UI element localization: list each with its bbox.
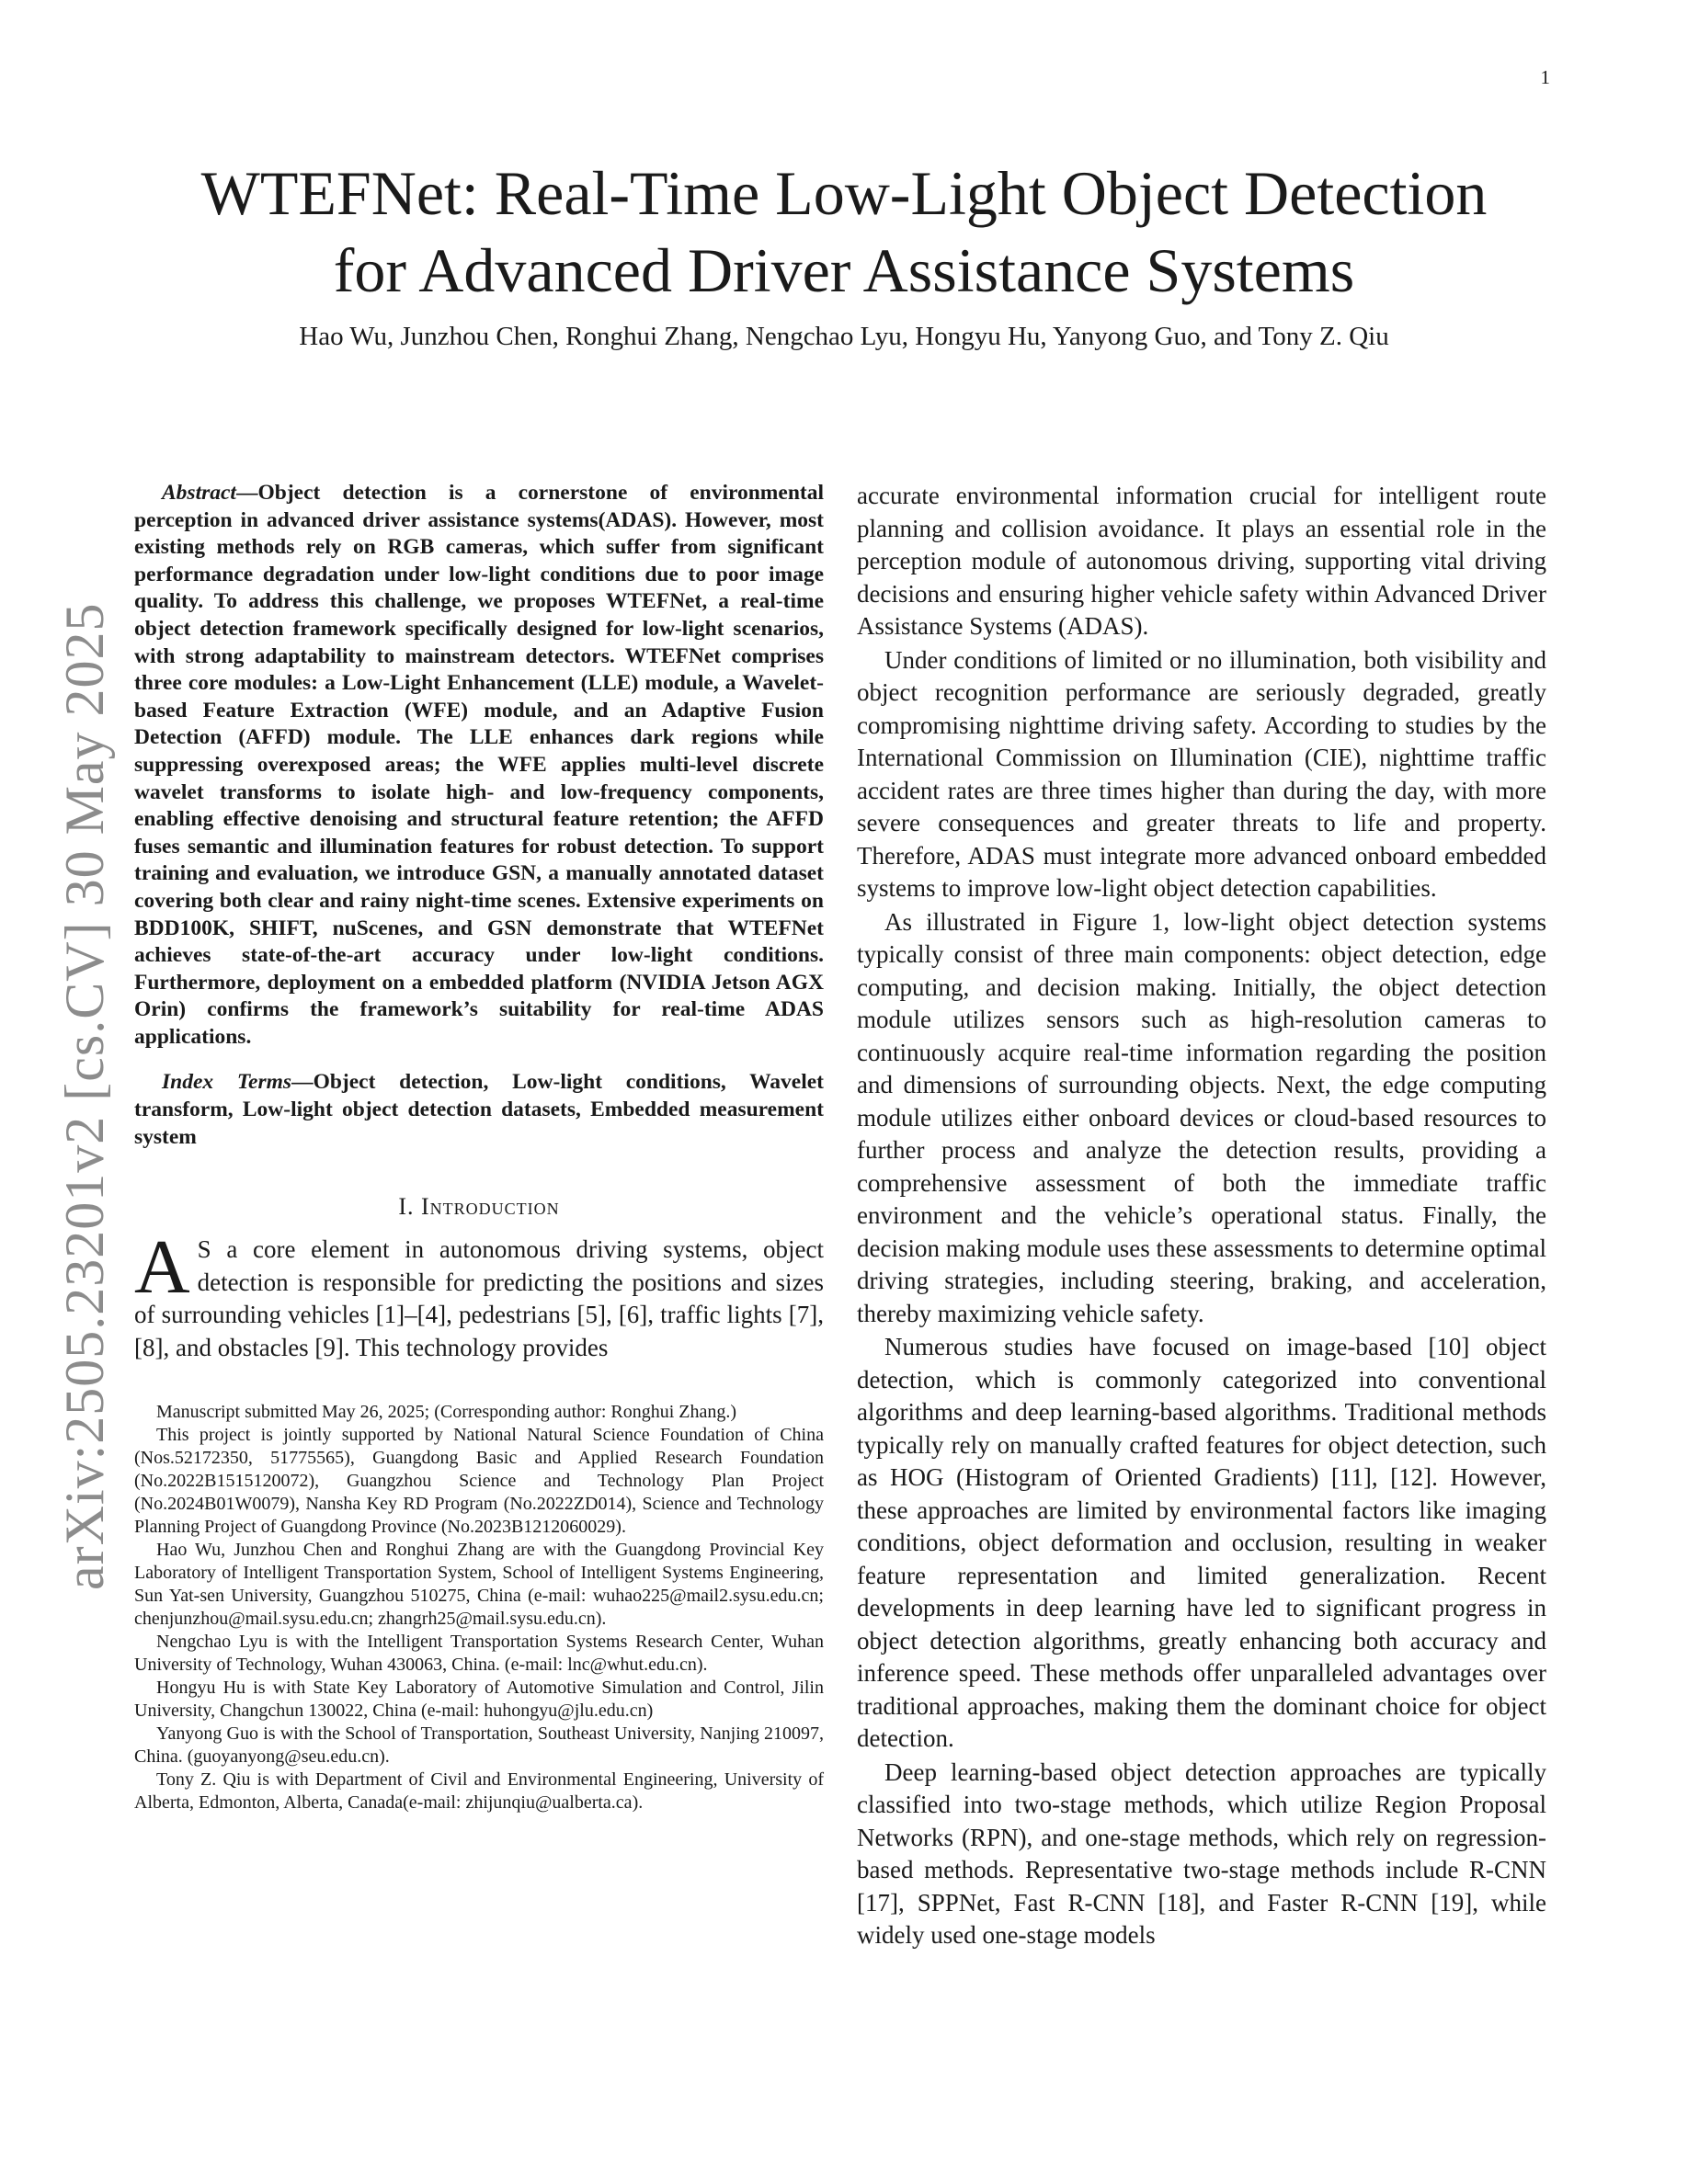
drop-cap: A [134, 1224, 190, 1311]
body-paragraph: Deep learning-based object detection approaches are typically classified into two-stage methods, which utilize Region Proposal Networks (RPN), and one-stage methods, which rely on regression-based methods. Representative two-stage methods include R-CNN [17], SPPNet, Fast R-CNN [18], and Faster R-CNN [19], while widely used one-stage models [857, 1757, 1546, 1949]
arxiv-identifier: arXiv:2505.23201v2 [cs.CV] 30 May 2025 [54, 602, 115, 1590]
page-number: 1 [1540, 66, 1550, 88]
footnote: Manuscript submitted May 26, 2025; (Corresponding author: Ronghui Zhang.) [156, 1402, 737, 1423]
footnote: Yanyong Guo is with the School of Transportation, Southeast University, Nanjing 210097, China. (guoyanyong@seu.edu.cn). [134, 1723, 824, 1768]
index-terms-text: —Object detection, Low-light conditions, Wavelet transform, Low-light object detection datasets, Embedded measurement system [134, 1070, 824, 1149]
body-paragraph: Numerous studies have focused on image-based [10] object detection, which is commonly categorized into conventional algorithms and deep learning-based algorithms. Traditional methods typically rely on manually crafted features for object detection, such as HOG (Histogram of Oriented Gradients) [11], [12]. However, these approaches are limited by environmental factors like imaging conditions, object deformation and occlusion, resulting in weaker feature representation and limited generalization. Recent developments in deep learning have led to significant progress in object detection algorithms, greatly enhancing both accuracy and inference speed. These methods offer unparalleled advantages over traditional approaches, making them the dominant choice for object detection. [857, 1333, 1546, 1752]
section-numeral: I. [398, 1193, 421, 1221]
section-title: Introduction [421, 1193, 560, 1221]
introduction-text: S a core element in autonomous driving systems, object detection is responsible for predicting the positions and sizes of surrounding vehicles [1]–[4], pedestrians [5], [6], traffic lights [7], [8], and obstacles [9]. This technology provides [134, 1235, 824, 1361]
section-heading-introduction [134, 1193, 824, 1221]
right-column [857, 480, 1546, 1953]
body-paragraph: Under conditions of limited or no illumination, both visibility and object recognition performance are seriously degraded, greatly compromising nighttime driving safety. According to studies by the International Commission on Illumination (CIE), nighttime traffic accident rates are three times higher than during the day, with more severe consequences and greater threats to life and property. Therefore, ADAS must integrate more advanced onboard embedded systems to improve low-light object detection capabilities. [857, 645, 1546, 902]
abstract-label: Abstract [162, 481, 236, 505]
title-line-1: WTEFNet: Real-Time Low-Light Object Detection [200, 158, 1488, 228]
body-paragraph: accurate environmental information crucial for intelligent route planning and collision avoidance. It plays an essential role in the perception module of autonomous driving, supporting vital driving decisions and ensuring higher vehicle safety within Advanced Driver Assistance Systems (ADAS). [857, 482, 1546, 640]
title-line-2: for Advanced Driver Assistance Systems [333, 235, 1355, 305]
footnote: This project is jointly supported by National Natural Science Foundation of China (Nos.52172350, 51775565), Guangdong Basic and Applied Research Foundation (No.2022B1515120072), Guangzhou Science and Technology Plan Project (No.2024B01W0079), Nansha Key RD Program (No.2022ZD014), Science and Technology Planning Project of Guangdong Province (No.2023B1212060029). [134, 1425, 824, 1538]
abstract-text: —Object detection is a cornerstone of environmental perception in advanced driver assistance systems(ADAS). However, most existing methods rely on RGB cameras, which suffer from significant performance degradation under low-light conditions due to poor image quality. To address this challenge, we proposes WTEFNet, a real-time object detection framework specifically designed for low-light scenarios, with strong adaptability to mainstream detectors. WTEFNet comprises three core modules: a Low-Light Enhancement (LLE) module, a Wavelet-based Feature Extraction (WFE) module, and an Adaptive Fusion Detection (AFFD) module. The LLE enhances dark regions while suppressing overexposed areas; the WFE applies multi-level discrete wavelet transforms to isolate high- and low-frequency components, enabling effective denoising and structural feature retention; the AFFD fuses semantic and illumination features for robust detection. To support training and evaluation, we introduce GSN, a manually annotated dataset covering both clear and rainy night-time scenes. Extensive experiments on BDD100K, SHIFT, nuScenes, and GSN demonstrate that WTEFNet achieves state-of-the-art accuracy under low-light conditions. Furthermore, deployment on a embedded platform (NVIDIA Jetson AGX Orin) confirms the framework’s suitability for real-time ADAS applications. [134, 481, 824, 1049]
abstract [134, 480, 824, 1051]
footnote: Hao Wu, Junzhou Chen and Ronghui Zhang are with the Guangdong Provincial Key Laboratory of Intelligent Transportation System, School of Intelligent Systems Engineering, Sun Yat-sen University, Guangzhou 510275, China (e-mail: wuhao225@mail2.sysu.edu.cn; chenjunzhou@mail.sysu.edu.cn; zhangrh25@mail.sysu.edu.cn). [134, 1540, 824, 1630]
author-list: Hao Wu, Junzhou Chen, Ronghui Zhang, Nengchao Lyu, Hongyu Hu, Yanyong Guo, and Tony Z. Qiu [299, 322, 1389, 351]
introduction-paragraph [134, 1224, 824, 1364]
footnote: Tony Z. Qiu is with Department of Civil and Environmental Engineering, University of Alberta, Edmonton, Alberta, Canada(e-mail: zhijunqiu@ualberta.ca). [134, 1769, 824, 1814]
paper-title [138, 154, 1550, 309]
footnote: Hongyu Hu is with State Key Laboratory of Automotive Simulation and Control, Jilin University, Changchun 130022, China (e-mail: huhongyu@jlu.edu.cn) [134, 1678, 824, 1722]
footnotes [134, 1401, 824, 1814]
left-column [134, 480, 824, 1814]
index-terms-label: Index Terms [162, 1070, 292, 1095]
index-terms [134, 1069, 824, 1151]
footnote: Nengchao Lyu is with the Intelligent Transportation Systems Research Center, Wuhan University of Technology, Wuhan 430063, China. (e-mail: lnc@whut.edu.cn). [134, 1632, 824, 1676]
body-paragraph: As illustrated in Figure 1, low-light object detection systems typically consist of three main components: object detection, edge computing, and decision making. Initially, the object detection module utilizes sensors such as high-resolution cameras to continuously acquire real-time information regarding the position and dimensions of surrounding objects. Next, the edge computing module utilizes either onboard devices or cloud-based resources to further process and analyze the detection results, providing a comprehensive assessment of both the immediate traffic environment and the vehicle’s operational status. Finally, the decision making module uses these assessments to determine optimal driving strategies, including steering, braking, and acceleration, thereby maximizing vehicle safety. [857, 907, 1546, 1327]
